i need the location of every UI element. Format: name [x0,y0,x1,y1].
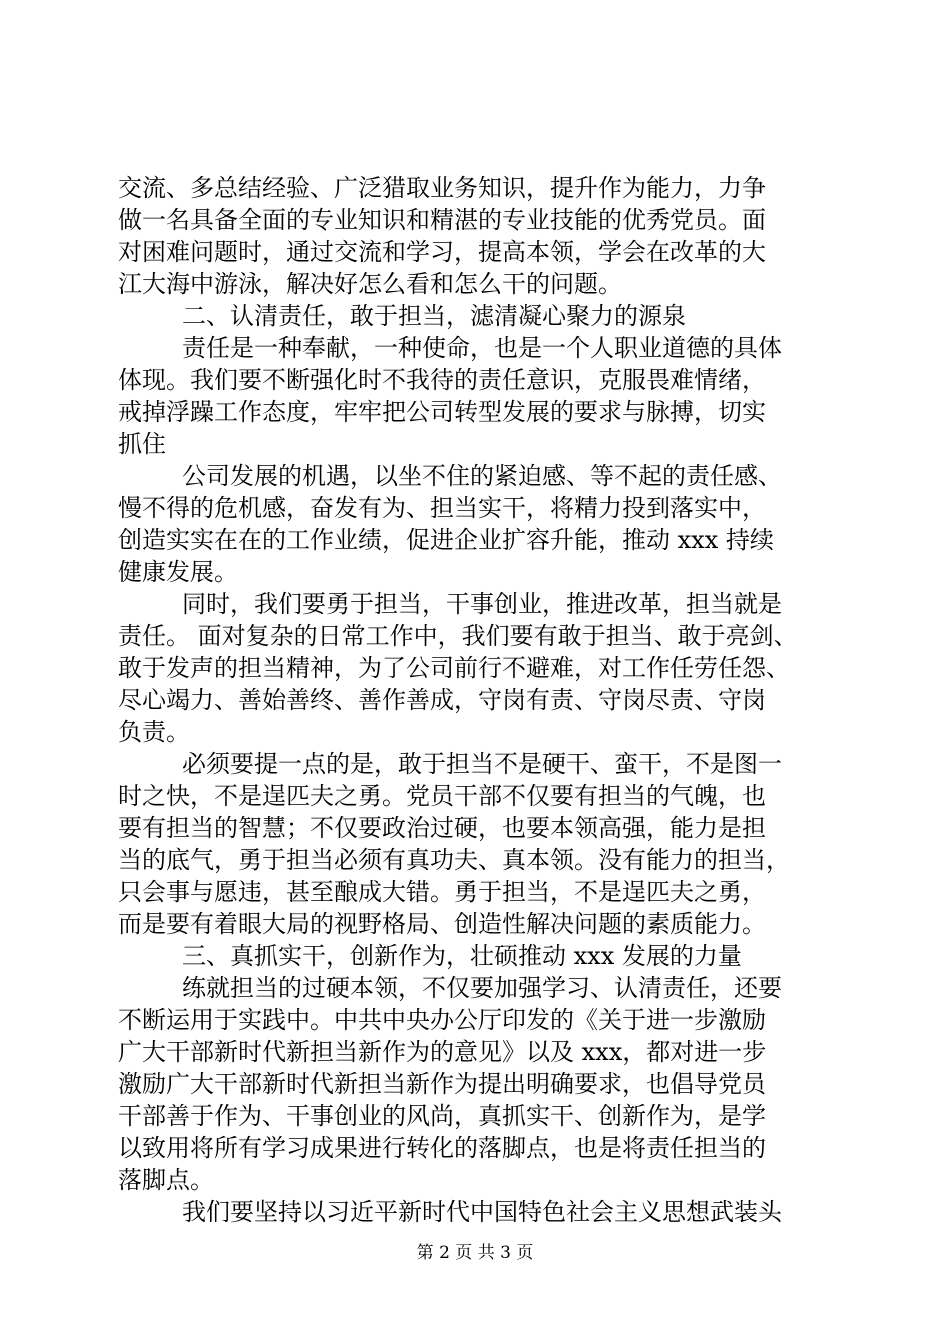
text-line: 三、真抓实干，创新作为，壮硕推动 xxx 发展的力量 [182,942,742,970]
text-line: 对困难问题时，通过交流和学习，提高本领，学会在改革的大 [118,238,766,266]
text-line: 只会事与愿违，甚至酿成大错。勇于担当，不是逞匹夫之勇， [118,878,766,906]
text-line: 时之快，不是逞匹夫之勇。党员干部不仅要有担当的气魄，也 [118,782,766,810]
text-line: 健康发展。 [118,558,238,586]
text-line: 公司发展的机遇，以坐不住的紧迫感、等不起的责任感、 [182,462,782,490]
text-line: 必须要提一点的是，敢于担当不是硬干、蛮干，不是图一 [182,750,782,778]
text-line: 创造实实在在的工作业绩，促进企业扩容升能，推动 xxx 持续 [118,526,774,554]
text-line: 当的底气，勇于担当必须有真功夫、真本领。没有能力的担当， [118,846,790,874]
page-footer: 第 2 页 共 3 页 [416,1243,534,1263]
text-line: 体现。我们要不断强化时不我待的责任意识，克服畏难情绪， [118,366,766,394]
text-line: 交流、多总结经验、广泛猎取业务知识，提升作为能力，力争 [118,174,766,202]
text-line: 同时，我们要勇于担当，干事创业，推进改革，担当就是 [182,590,782,618]
text-line: 干部善于作为、干事创业的风尚，真抓实干、创新作为，是学 [118,1102,766,1130]
text-line: 负责。 [118,718,190,746]
text-line: 慢不得的危机感，奋发有为、担当实干，将精力投到落实中， [118,494,766,522]
text-line: 不断运用于实践中。中共中央办公厅印发的《关于进一步激励 [118,1006,766,1034]
document-body [118,172,834,1228]
text-line: 激励广大干部新时代新担当新作为提出明确要求，也倡导党员 [118,1070,766,1098]
text-line: 要有担当的智慧；不仅要政治过硬，也要本领高强，能力是担 [118,814,766,842]
text-line: 二、认清责任，敢于担当，滤清凝心聚力的源泉 [182,302,686,330]
text-line: 抓住 [118,430,166,458]
text-line: 做一名具备全面的专业知识和精湛的专业技能的优秀党员。面 [118,206,766,234]
text-line: 练就担当的过硬本领，不仅要加强学习、认清责任，还要 [182,974,782,1002]
text-line: 戒掉浮躁工作态度，牢牢把公司转型发展的要求与脉搏，切实 [118,398,766,426]
text-line: 我们要坚持以习近平新时代中国特色社会主义思想武装头 [182,1198,782,1226]
text-line: 责任是一种奉献，一种使命，也是一个人职业道德的具体 [182,334,782,362]
text-line: 而是要有着眼大局的视野格局、创造性解决问题的素质能力。 [118,910,766,938]
text-line: 江大海中游泳，解决好怎么看和怎么干的问题。 [118,270,622,298]
text-line: 广大干部新时代新担当新作为的意见》以及 xxx，都对进一步 [118,1038,767,1066]
text-line: 以致用将所有学习成果进行转化的落脚点，也是将责任担当的 [118,1134,766,1162]
text-line: 落脚点。 [118,1166,214,1194]
text-line: 敢于发声的担当精神，为了公司前行不避难，对工作任劳任怨、 [118,654,790,682]
text-line: 尽心竭力、善始善终、善作善成，守岗有责、守岗尽责、守岗 [118,686,766,714]
text-line: 责任。 面对复杂的日常工作中，我们要有敢于担当、敢于亮剑、 [118,622,798,650]
